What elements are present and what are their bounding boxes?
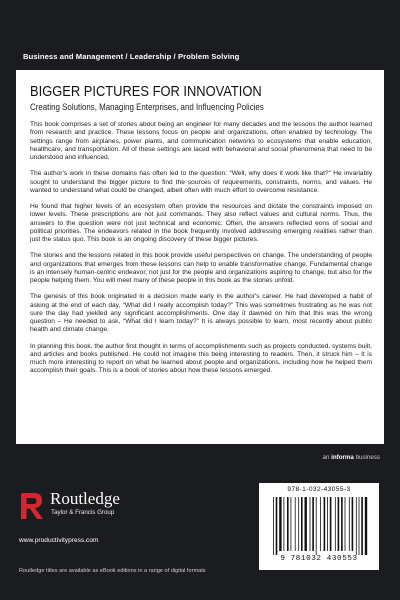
publisher-group: Taylor & Francis Group: [51, 509, 115, 516]
publisher-url[interactable]: www.productivitypress.com: [19, 537, 99, 544]
isbn-barcode-icon: [269, 497, 369, 555]
category-label: Business and Management / Leadership / Problem Solving: [23, 52, 240, 61]
informa-business-label: [323, 454, 380, 461]
description-panel: [16, 70, 384, 444]
publisher-name: Routledge: [50, 489, 120, 508]
book-subtitle: Creating Solutions, Managing Enterprises, and Influencing Policies: [30, 102, 264, 112]
publisher-footer: [0, 468, 400, 600]
routledge-r-logo-icon: [19, 492, 45, 520]
book-title: BIGGER PICTURES FOR INNOVATION: [30, 83, 262, 100]
paragraph: The author's work in these domains has often led to the question: “Well, why does it work like that?” He invariably sought to understand the bigger picture to find the sources of requirements, constraints, norms, and values. He wanted to understand what could be changed, albeit often with much effort to overcome resistance.: [30, 170, 372, 194]
isbn-number: 978-1-032-43055-3: [287, 486, 351, 493]
barcode-digits: 9 781032 430553: [280, 555, 358, 563]
isbn-barcode-box: [259, 483, 379, 570]
paragraph: The genesis of this book originated in a decision made early in the author's career. He had developed a habit of asking at the end of each day, “What did I really accomplish today?” This was sometimes frustrating as he was not sure the day had yielded any significant accomplishments. One day it dawned on him that this was the wrong question – He needed to ask, “What did I learn today?” It is always possible to learn, most recently about public health and climate change.: [30, 293, 372, 334]
informa-suffix: business: [353, 454, 380, 461]
informa-prefix: an: [322, 454, 332, 461]
paragraph: This book comprises a set of stories about being an engineer for many decades and the lessons the author learned from research and practice. These lessons focus on people and organizations, often enabled by technology. The settings range from airplanes, power plants, and communication networks to ecosystems that enable education, healthcare, and transportation. All of these settings are laced with behavioral and social phenomena that need to be understood and influenced.: [30, 121, 372, 161]
paragraph: The stories and the lessons related in this book provide useful perspectives on change. The understanding of people and organizations that emerges from these lessons can help to enable transformative change. Fundamental change is an intensely human-centric endeavor, not just for the people and organizations aspiring to change, but also for the people helping them. You will meet many of these people in this book as the stories unfold.: [30, 252, 372, 284]
paragraph: In planning this book, the author first thought in terms of accomplishments such as projects conducted, systems built, and articles and books published. He could not imagine this being interesting to readers. Then, it struck him – It is much more interesting to report on what he learned about people and organizations, including how he helped them accomplish their goals. This is a book of stories about how these lessons emerged.: [30, 342, 372, 375]
ebook-note: Routledge titles are available as eBook editions in a range of digital formats: [19, 568, 206, 574]
informa-brand: informa: [331, 454, 354, 461]
paragraph: He found that higher levels of an ecosystem often provide the resources and dictate the constraints imposed on lower levels. These prescriptions are not just commands. They also reflect values and cultural norms. Thus, the answers to the question were not just technical and economic. Often, the answers reflected eons of social and political priorities. The endeavors related in the book frequently involved addressing emerging realities rather than just the status quo. This book is an ongoing discovery of these bigger pictures.: [30, 203, 372, 243]
description-body: [30, 121, 372, 376]
